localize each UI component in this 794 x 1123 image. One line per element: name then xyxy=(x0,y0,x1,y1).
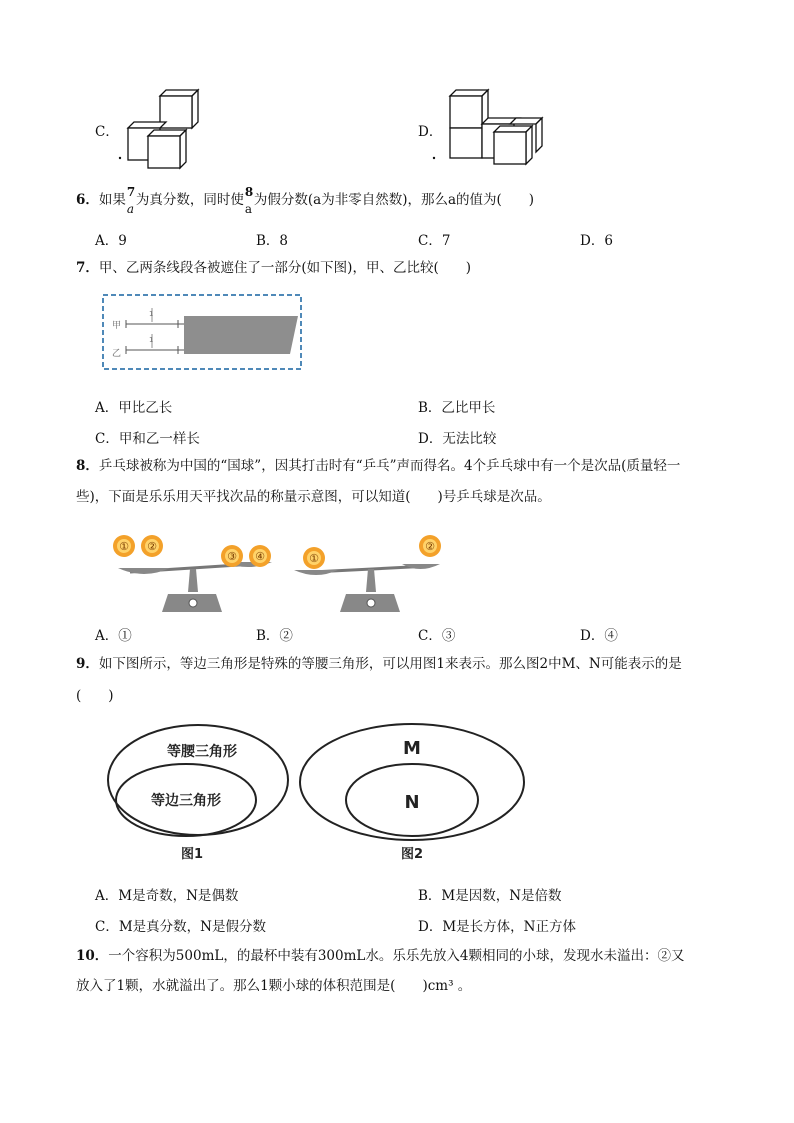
q5-option-d-figure xyxy=(444,88,554,168)
q6-fraction-2-denominator: a xyxy=(244,202,253,216)
q6-text-c: 为假分数(a为非零自然数)，那么a的值为( ) xyxy=(253,192,535,208)
q6-fraction-1 xyxy=(126,185,136,216)
q8-ball-5: ① xyxy=(309,552,319,565)
q7-option-c[interactable]: C．甲和乙一样长 xyxy=(95,431,200,447)
q8-option-d[interactable]: D．④ xyxy=(580,628,618,644)
q8-balance-2 xyxy=(290,524,450,614)
q5-option-d-label: D． xyxy=(418,124,443,140)
q8-ball-1: ① xyxy=(119,540,129,553)
q6-option-a[interactable]: A．9 xyxy=(95,233,127,249)
q9-fig2-caption: 图2 xyxy=(400,847,424,862)
q6-fraction-2-numerator: 8 xyxy=(244,185,254,199)
q8-ball-3: ③ xyxy=(227,550,237,563)
q7-stem xyxy=(76,258,471,278)
q9-figure-2 xyxy=(296,720,526,870)
q7-option-b[interactable]: B．乙比甲长 xyxy=(418,400,496,416)
q8-ball-2: ② xyxy=(147,540,157,553)
q6-option-b[interactable]: B．8 xyxy=(256,233,289,249)
q7-option-d[interactable]: D．无法比较 xyxy=(418,431,497,447)
q6-fraction-1-numerator: 7 xyxy=(126,185,136,199)
q9-fig1-outer-label: 等腰三角形 xyxy=(167,744,237,760)
q10-number: 10． xyxy=(76,948,109,964)
q9-option-d[interactable]: D．M是长方体，N正方体 xyxy=(418,919,576,935)
svg-text:1: 1 xyxy=(149,336,154,344)
q9-fig1-inner-label: 等边三角形 xyxy=(151,793,221,809)
q9-line2: ( ) xyxy=(76,688,114,704)
q7-figure xyxy=(102,294,302,370)
q10-line1: 一个容积为500mL，的最杯中装有300mL水。乐乐先放入4颗相同的小球，发现水未溢出：②又 xyxy=(108,948,685,964)
q6-fraction-2 xyxy=(244,185,254,216)
q6-option-d[interactable]: D．6 xyxy=(580,233,613,249)
q9-option-a[interactable]: A．M是奇数，N是偶数 xyxy=(95,888,239,904)
q8-number: 8． xyxy=(76,458,99,474)
q9-fig2-inner-label: N xyxy=(404,792,420,813)
q9-option-b[interactable]: B．M是因数，N是倍数 xyxy=(418,888,562,904)
q8-line1: 乒乓球被称为中国的“国球”，因其打击时有“乒乓”声而得名。4个乒乓球中有一个是次品(质量轻一 xyxy=(98,458,681,474)
q8-balance-1 xyxy=(110,524,280,614)
q8-option-a[interactable]: A．① xyxy=(95,628,132,644)
q9-line1: 如下图所示，等边三角形是特殊的等腰三角形，可以用图1来表示。那么图2中M、N可能表示的是 xyxy=(98,656,682,672)
q10-stem-line1 xyxy=(76,946,684,966)
q9-number: 9． xyxy=(76,656,99,672)
q7-cover xyxy=(184,316,298,354)
q8-ball-6: ② xyxy=(425,540,435,553)
q7-label-jia: 甲 xyxy=(112,321,122,331)
q6-text-a: 如果 xyxy=(98,192,126,208)
q8-option-c[interactable]: C．③ xyxy=(418,628,456,644)
q9-figure-1 xyxy=(104,720,294,870)
q9-fig2-outer-label: M xyxy=(403,738,421,759)
q8-option-b[interactable]: B．② xyxy=(256,628,293,644)
q6-text-b: 为真分数，同时使 xyxy=(135,192,244,208)
q8-ball-4: ④ xyxy=(255,550,265,563)
q9-stem-line1 xyxy=(76,654,682,674)
q8-stem-line1 xyxy=(76,456,680,476)
q6-fraction-1-denominator: a xyxy=(126,202,135,216)
q6-stem xyxy=(76,185,535,216)
q5-option-c-figure xyxy=(116,88,206,168)
q6-number: 6． xyxy=(76,192,99,208)
q7-label-yi: 乙 xyxy=(112,349,122,359)
q7-number: 7． xyxy=(76,260,99,276)
q5-option-c-label: C． xyxy=(95,124,119,140)
q10-line2: 放入了1颗，水就溢出了。那么1颗小球的体积范围是( )cm³ 。 xyxy=(76,978,472,994)
q7-text: 甲、乙两条线段各被遮住了一部分(如下图)，甲、乙比较( ) xyxy=(98,260,471,276)
q6-option-c[interactable]: C．7 xyxy=(418,233,451,249)
q9-option-c[interactable]: C．M是真分数，N是假分数 xyxy=(95,919,266,935)
q9-fig1-caption: 图1 xyxy=(180,847,204,862)
q7-option-a[interactable]: A．甲比乙长 xyxy=(95,400,173,416)
svg-text:1: 1 xyxy=(149,310,154,318)
q8-line2: 些)，下面是乐乐用天平找次品的称量示意图，可以知道( )号乒乓球是次品。 xyxy=(76,489,551,505)
